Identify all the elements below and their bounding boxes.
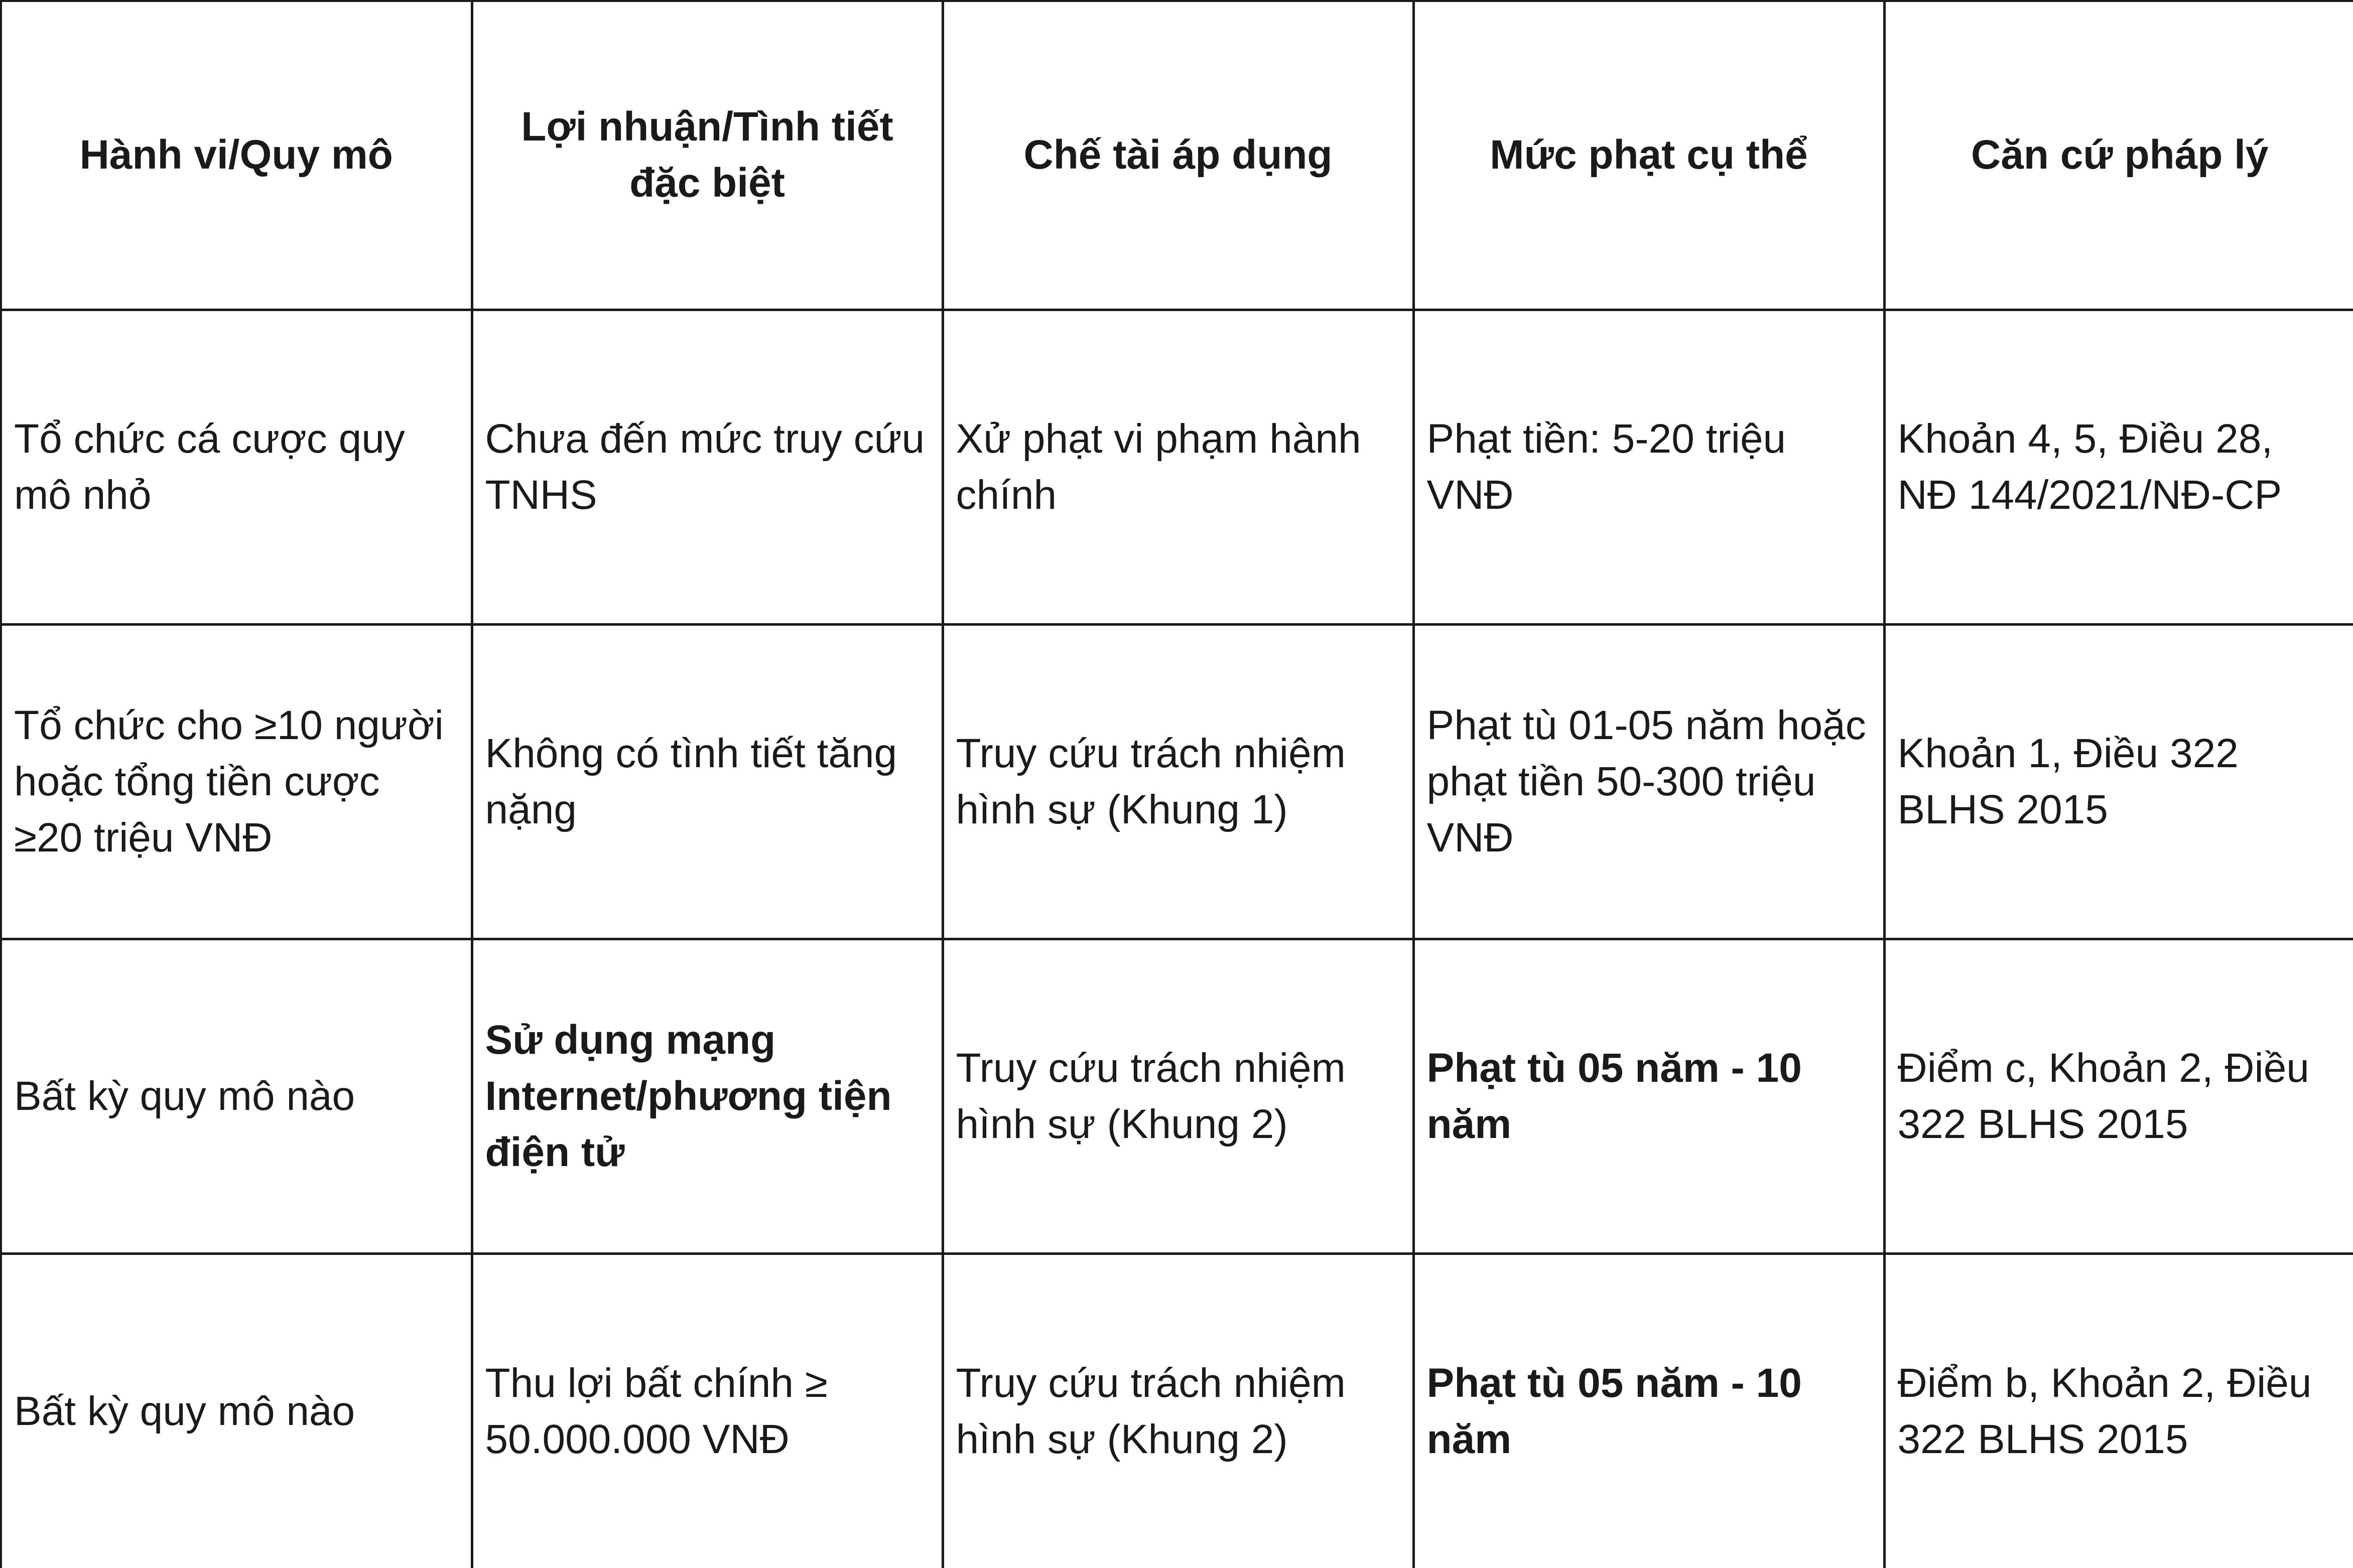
table-header <box>1 1 2353 310</box>
cell-penalty-level: Phạt tù 05 năm - 10 năm <box>1413 1253 1884 1568</box>
cell-sanction: Xử phạt vi phạm hành chính <box>943 310 1413 624</box>
cell-profit-circumstance: Không có tình tiết tăng nặng <box>472 624 943 939</box>
header-sanction: Chế tài áp dụng <box>943 1 1413 310</box>
cell-behavior-scale: Bất kỳ quy mô nào <box>1 939 472 1253</box>
header-penalty-level: Mức phạt cụ thể <box>1413 1 1884 310</box>
cell-legal-basis: Khoản 4, 5, Điều 28, NĐ 144/2021/NĐ-CP <box>1884 310 2353 624</box>
cell-penalty-level: Phạt tù 05 năm - 10 năm <box>1413 939 1884 1253</box>
cell-behavior-scale: Tổ chức cá cược quy mô nhỏ <box>1 310 472 624</box>
header-behavior-scale: Hành vi/Quy mô <box>1 1 472 310</box>
cell-sanction: Truy cứu trách nhiệm hình sự (Khung 1) <box>943 624 1413 939</box>
cell-sanction: Truy cứu trách nhiệm hình sự (Khung 2) <box>943 939 1413 1253</box>
header-row <box>1 1 2353 310</box>
cell-legal-basis: Khoản 1, Điều 322 BLHS 2015 <box>1884 624 2353 939</box>
cell-legal-basis: Điểm b, Khoản 2, Điều 322 BLHS 2015 <box>1884 1253 2353 1568</box>
cell-profit-circumstance: Chưa đến mức truy cứu TNHS <box>472 310 943 624</box>
table-body <box>1 310 2353 1568</box>
table-row <box>1 310 2353 624</box>
cell-legal-basis: Điểm c, Khoản 2, Điều 322 BLHS 2015 <box>1884 939 2353 1253</box>
cell-penalty-level: Phạt tiền: 5-20 triệu VNĐ <box>1413 310 1884 624</box>
cell-sanction: Truy cứu trách nhiệm hình sự (Khung 2) <box>943 1253 1413 1568</box>
cell-profit-circumstance: Sử dụng mạng Internet/phương tiện điện tử <box>472 939 943 1253</box>
table-row <box>1 939 2353 1253</box>
header-legal-basis: Căn cứ pháp lý <box>1884 1 2353 310</box>
header-profit-circumstance: Lợi nhuận/Tình tiết đặc biệt <box>472 1 943 310</box>
cell-behavior-scale: Bất kỳ quy mô nào <box>1 1253 472 1568</box>
cell-penalty-level: Phạt tù 01-05 năm hoặc phạt tiền 50-300 triệu VNĐ <box>1413 624 1884 939</box>
cell-behavior-scale: Tổ chức cho ≥10 người hoặc tổng tiền cược ≥20 triệu VNĐ <box>1 624 472 939</box>
cell-profit-circumstance: Thu lợi bất chính ≥ 50.000.000 VNĐ <box>472 1253 943 1568</box>
table-row <box>1 1253 2353 1568</box>
table-row <box>1 624 2353 939</box>
